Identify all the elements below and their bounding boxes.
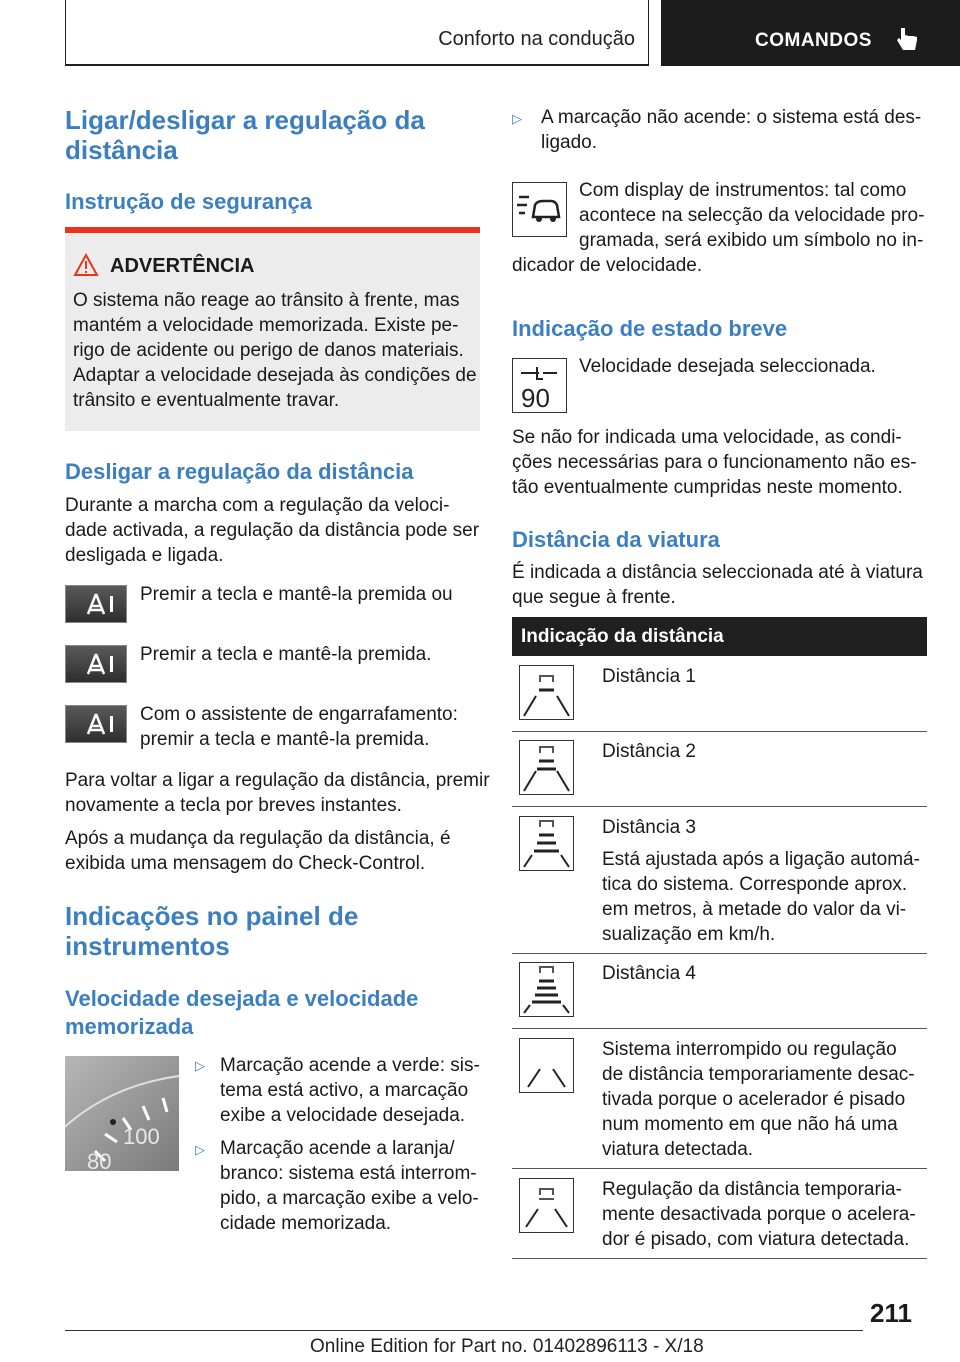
table-row-divider [512, 1028, 927, 1029]
switch-off-heading: Desligar a regulação da distância [65, 459, 414, 484]
system-interrupted-icon [519, 1038, 574, 1093]
distance-button-icon [65, 645, 127, 683]
display-text-a: Com display de instrumentos: tal como acontece na selecção da velocidade pro- gramada, será exibido um símbolo no in- [579, 180, 925, 251]
warning-box [65, 233, 480, 431]
button-step-2: Premir a tecla e mantê-la premida. [140, 644, 432, 665]
display-text-b: dicador de velocidade. [512, 255, 703, 276]
bullet-off: A marcação não acende: o sistema está des- ligado. [541, 107, 922, 153]
status-text: Velocidade desejada seleccionada. [579, 356, 876, 377]
warning-triangle-icon [73, 253, 99, 277]
table-row-divider [512, 1168, 927, 1169]
bullet-icon: ▷ [195, 1142, 205, 1157]
cruise-display-icon [512, 182, 567, 237]
warning-text: O sistema não reage ao trânsito à frente, mas mantém a velocidade memorizada. Existe pe- rigo de acidente ou perigo de danos materiais. Adaptar a velocidade desejada às condições de trânsito e eventualmente travar. [73, 290, 477, 411]
distance-2-icon [519, 740, 574, 795]
not-shown-text: Se não for indicada uma velocidade, as condi- ções necessárias para o funcionamento não es- tão eventualmente cumpridas neste momento. [512, 427, 917, 498]
resume-text: Para voltar a ligar a regulação da distância, premir novamente a tecla por breves instantes. [65, 770, 490, 816]
section-title: Ligar/desligar a regulação da distância [65, 105, 425, 165]
safety-heading: Instrução de segurança [65, 189, 312, 214]
button-step-1: Premir a tecla e mantê-la premida ou [140, 584, 453, 605]
speedo-80-label: 80 [87, 1149, 112, 1171]
pointing-hand-icon [895, 26, 921, 54]
button-step-3: Com o assistente de engarrafamento: premir a tecla e mantê-la premida. [140, 704, 458, 750]
header-border-left [65, 0, 66, 66]
bullet-icon: ▷ [195, 1058, 205, 1073]
distance-4-text: Distância 4 [602, 963, 696, 984]
distance-1-text: Distância 1 [602, 666, 696, 687]
system-interrupted-text: Sistema interrompido ou regulação de distância temporariamente desac- tivada porque o acelerador é pisado num momento em que não há uma viatura detectada. [602, 1039, 915, 1160]
distance-button-icon [65, 705, 127, 743]
distance-3-text: Distância 3 Está ajustada após a ligação automá- tica do sistema. Corresponde aprox. em metros, à metade do valor da vi- sualização em km/h. [602, 817, 920, 945]
distance-4-icon [519, 962, 574, 1017]
distance-2-text: Distância 2 [602, 741, 696, 762]
speed-heading: Velocidade desejada e velocidade memorizada [65, 986, 419, 1039]
distance-table-header: Indicação da distância [512, 617, 927, 656]
page-number: 211 [870, 1298, 912, 1328]
bullet-orange: Marcação acende a laranja/ branco: sistema está interrom- pido, a marcação exibe a velo- cidade memorizada. [220, 1138, 479, 1234]
header-chapter-tab[interactable] [661, 0, 960, 66]
footer-edition: Online Edition for Part no. 01402896113 - X/18 [310, 1336, 704, 1357]
bullet-green: Marcação acende a verde: sis- tema está activo, a marcação exibe a velocidade desejada. [220, 1055, 480, 1126]
indications-title: Indicações no painel de instrumentos [65, 901, 359, 961]
switch-off-text: Durante a marcha com a regulação da veloci- dade activada, a regulação da distância pode ser desligada e ligada. [65, 495, 480, 566]
distance-text: É indicada a distância seleccionada até à viatura que segue à frente. [512, 562, 923, 608]
header-section-title: Conforto na condução [438, 28, 635, 50]
distance-3-icon [519, 816, 574, 871]
distance-heading: Distância da viatura [512, 527, 720, 552]
header-border-right [648, 0, 649, 66]
speedo-100-label: 100 [123, 1124, 160, 1149]
set-speed-value: 90 [521, 383, 550, 412]
distance-button-icon [65, 585, 127, 623]
after-change-text: Após a mudança da regulação da distância, é exibida uma mensagem do Check-Control. [65, 828, 451, 874]
footer-divider [65, 1330, 863, 1331]
bullet-icon: ▷ [512, 111, 522, 126]
table-row-divider [512, 806, 927, 807]
table-row-divider [512, 731, 927, 732]
speedometer-image [65, 1056, 179, 1171]
set-speed-icon [512, 358, 567, 413]
distance-1-icon [519, 665, 574, 720]
header-chapter-label: COMANDOS [755, 30, 872, 51]
status-heading: Indicação de estado breve [512, 316, 788, 341]
table-row-divider [512, 953, 927, 954]
vehicle-detected-text: Regulação da distância temporaria- mente desactivada porque o acelera- dor é pisado, com viatura detectada. [602, 1179, 916, 1250]
warning-title: ADVERTÊNCIA [110, 255, 255, 277]
table-row-divider [512, 1258, 927, 1259]
header-border-bottom [65, 64, 649, 66]
vehicle-detected-icon [519, 1178, 574, 1233]
